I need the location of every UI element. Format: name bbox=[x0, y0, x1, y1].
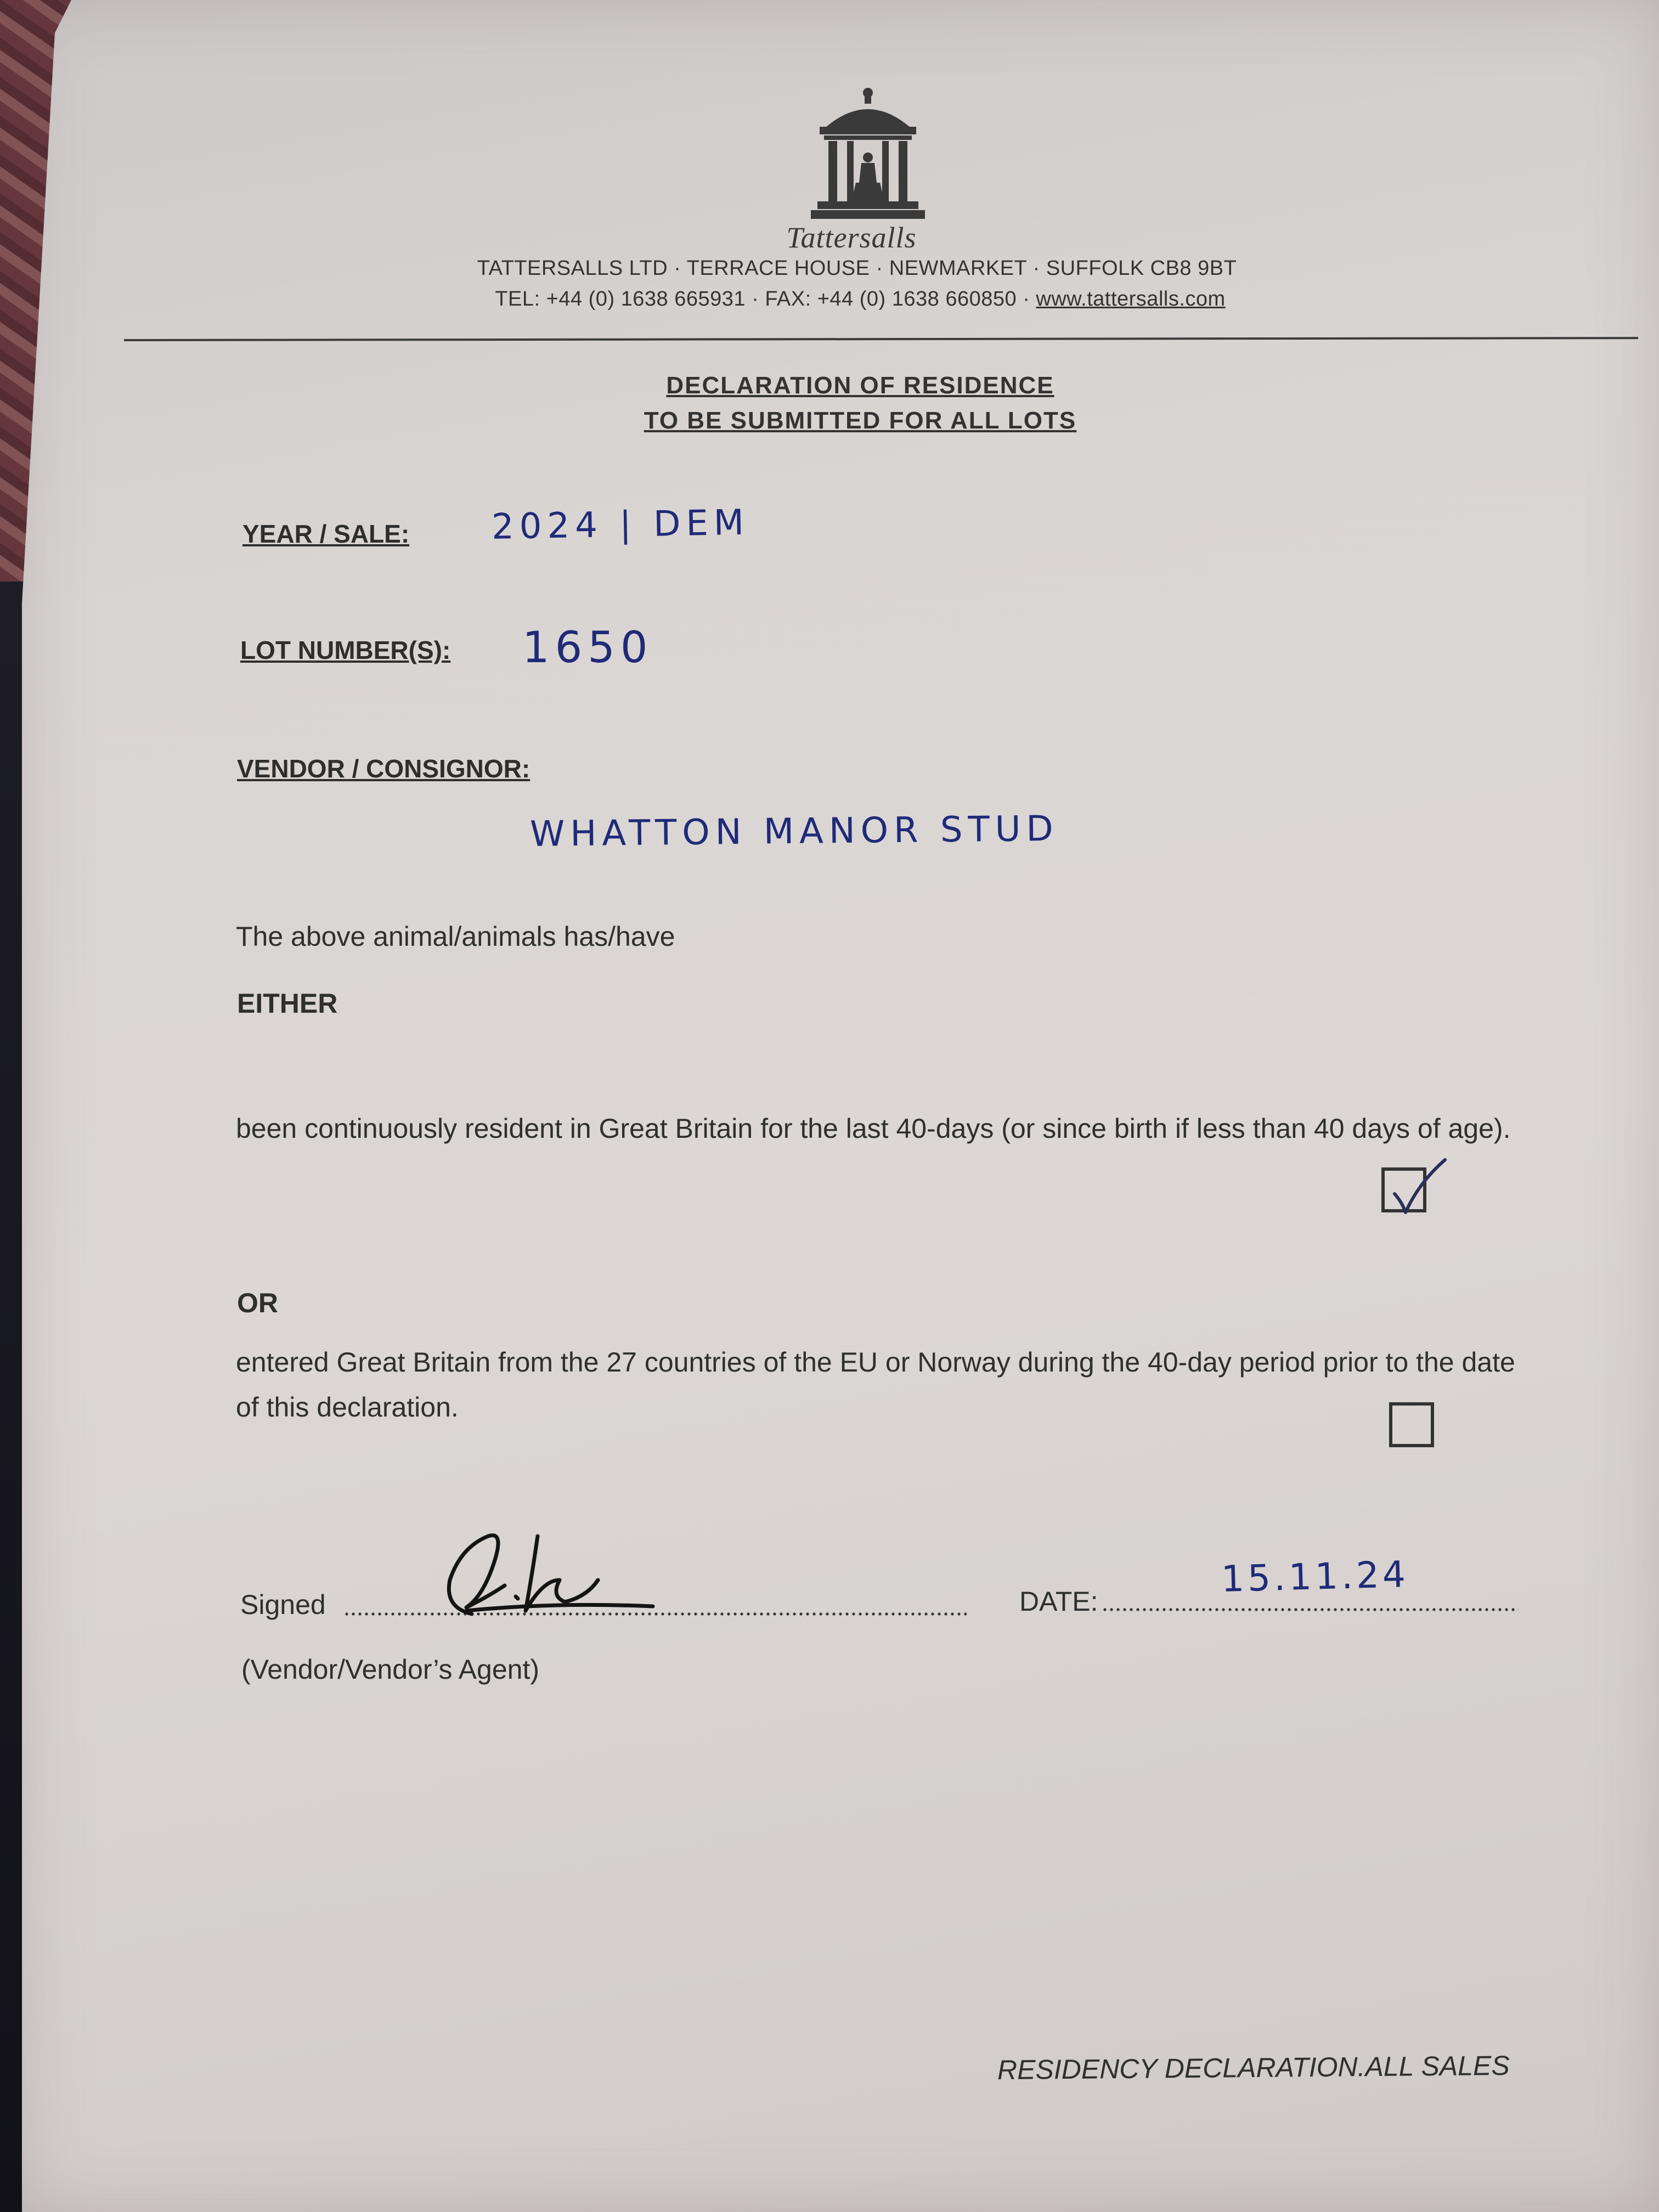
company-address: TATTERSALLS LTD · TERRACE HOUSE · NEWMARKET · SUFFOLK CB8 9BT bbox=[477, 257, 1237, 280]
lot-numbers-value[interactable]: 1650 bbox=[522, 623, 653, 673]
document-subtitle: TO BE SUBMITTED FOR ALL LOTS bbox=[644, 407, 1077, 434]
vendor-agent-label: (Vendor/Vendor’s Agent) bbox=[241, 1654, 539, 1685]
date-value[interactable]: 15.11.24 bbox=[1220, 1553, 1409, 1600]
company-contact bbox=[31, 287, 1659, 311]
year-sale-value[interactable]: 2024 | DEM bbox=[491, 502, 750, 548]
website-link[interactable]: www.tattersalls.com bbox=[1036, 287, 1226, 311]
vendor-label: VENDOR / CONSIGNOR: bbox=[237, 754, 531, 783]
handwritten-signature[interactable] bbox=[433, 1514, 675, 1624]
date-line bbox=[1102, 1607, 1519, 1612]
tattersalls-logo-icon bbox=[802, 85, 934, 222]
option2-text: entered Great Britain from the 27 countries of the EU or Norway during the 40-day period prior to the date of this declaration. bbox=[236, 1347, 1515, 1423]
vendor-value[interactable]: WHATTON MANOR STUD bbox=[529, 808, 1059, 855]
option1-checkbox[interactable] bbox=[1381, 1167, 1426, 1212]
brand-name: Tattersalls bbox=[786, 221, 917, 254]
option2-checkbox[interactable] bbox=[1389, 1402, 1434, 1447]
year-sale-label: YEAR / SALE: bbox=[242, 520, 410, 548]
contact-phone-fax: TEL: +44 (0) 1638 665931 · FAX: +44 (0) 1638 660850 · bbox=[495, 287, 1036, 311]
date-label: DATE: bbox=[1019, 1586, 1098, 1617]
declaration-intro: The above animal/animals has/have bbox=[236, 921, 675, 952]
or-label: OR bbox=[237, 1288, 278, 1318]
lot-numbers-label: LOT NUMBER(S): bbox=[240, 636, 451, 664]
checkmark-icon bbox=[1380, 1155, 1452, 1221]
document-footer: RESIDENCY DECLARATION.ALL SALES bbox=[997, 2050, 1510, 2086]
document-title: DECLARATION OF RESIDENCE bbox=[666, 372, 1054, 399]
either-label: EITHER bbox=[237, 988, 338, 1019]
signed-label: Signed bbox=[240, 1589, 326, 1620]
option1-text: been continuously resident in Great Britain for the last 40-days (or since birth if less than 40 days of age). bbox=[236, 1113, 1511, 1144]
